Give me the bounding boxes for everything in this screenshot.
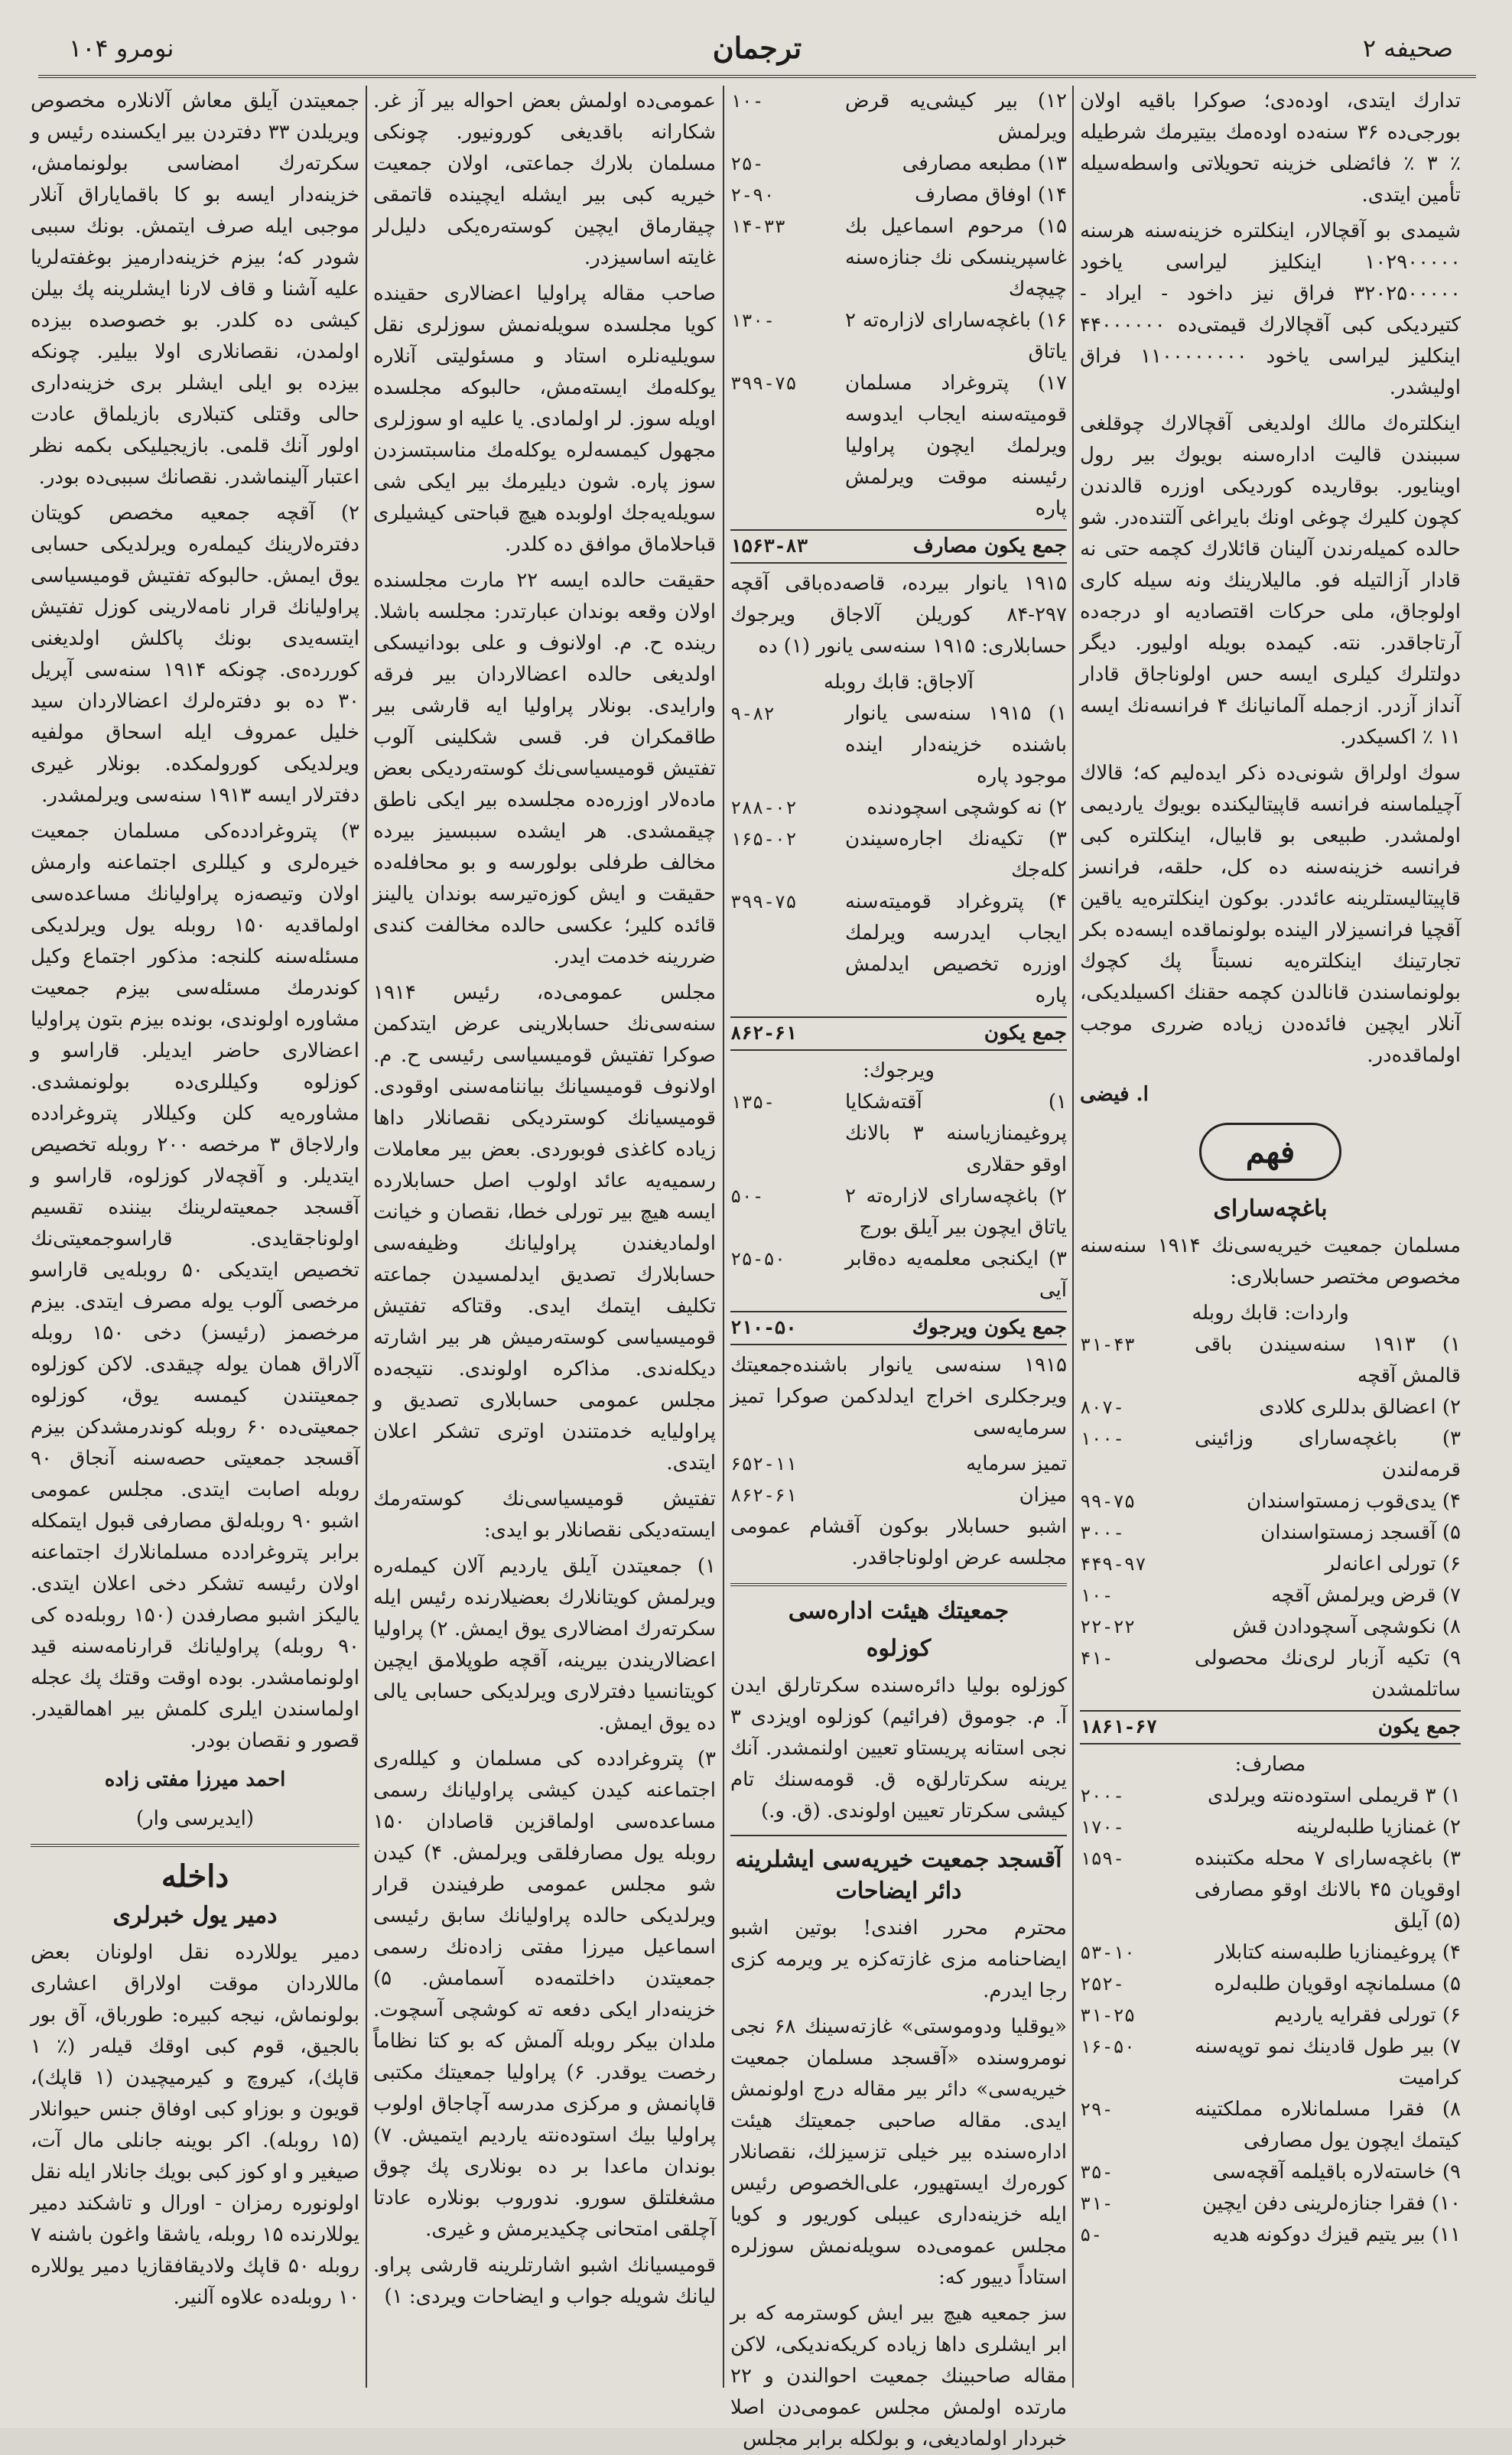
article-signature: احمد میرزا مفتی زاده <box>104 1768 286 1791</box>
row-amount: ۸۶۲-۶۱ <box>730 1484 797 1506</box>
row-amount: ۲۲-۲۲ <box>1080 1616 1136 1637</box>
row-label: ۱) ۱۹۱۳ سنه‌سیندن باقی قالمش آقچه <box>1195 1333 1461 1387</box>
article-paragraph: قومیسیانك اشبو اشارتلرینه قارشی پراو. لیانك شویله جواب و ایضاحات ویردی: ۱) <box>373 2254 716 2308</box>
row-amount: ۱۰- <box>730 90 764 112</box>
signature-note: (ایدیرسی وار) <box>135 1807 255 1830</box>
section-place: باغچه‌سارای <box>1213 1195 1328 1222</box>
ledger-row <box>1080 2157 1461 2188</box>
row-amount: ۱۵۶۳-۸۳ <box>730 535 808 557</box>
row-label: ۹) تكیه آزبار لری‌نك محصولی ساتلمشدن <box>1195 1647 1461 1701</box>
column-1 <box>1080 86 1461 2388</box>
ledger-row <box>730 305 1067 368</box>
expense-total-row <box>730 529 1067 564</box>
row-label: ۴) پروغیمنازیا طلبه‌سنه كتابلار <box>1214 1941 1461 1964</box>
ledger-row <box>1080 1643 1461 1705</box>
row-label: جمع یكون <box>984 1022 1067 1045</box>
ledger-row <box>730 1087 1067 1181</box>
expense-list <box>1080 1780 1461 2251</box>
income-list <box>1080 1329 1461 1705</box>
masthead-title: ترجمان <box>712 31 802 65</box>
article-paragraph: «یوقلیا ودوموستی» غازته‌سینك ۶۸ نجی نومروسنده «آقسجد مسلمان جمعیت خیریه‌سی» دائر بیر مقاله درج اولونمش ایدی. مقاله صاحبی جمعیتك هیئت اداره‌سنده بیر خیلی تزسیزلك، نقصانلار كوره‌رك ایستهیور، علی‌الخصوص رئیس ایله خزینه‌داری عیبلی كوریور و كویا مجلس عمومی‌ده سویله‌نمش سوزلره استاداً دییور كه: <box>730 2015 1067 2289</box>
ledger-row <box>730 368 1067 525</box>
income-heading: واردات: قابك روبله <box>1192 1302 1349 1325</box>
ledger-row <box>730 1181 1067 1244</box>
row-label: ۸) فقرا مسلمانلاره مملكتینه كیتمك ایچون یول مصارفی <box>1195 2098 1461 2152</box>
separator <box>730 1835 1067 1836</box>
ledger-row <box>1080 2094 1461 2157</box>
article-paragraph: دمیر یوللارده نقل اولونان بعض ماللاردان موقت اولاراق اعشاری بولونماش، نیجه كبیره: طورباق، آق بور بالجیق، قوم كبی اوقك قیله‌ر (٪ ۱ قاپك)، كیروچ و كیرمیچیدن (۱ قاپك)، قویون و بوزاو كبی اوفاق جنس حیوانلار (۱۵ روبله). اكر بوینه جانلی مال آت، صیغیر و او كوز كبی بویك جانلار ایله نقل اولونوره رمزان - اورال و تاشكند دمیر یوللارنده ۱۵ روبله، یاشقا واغون باشنه ۷ روبله ۵۰ قاپك ولادیقافقازیا دمیر یوللاره ۱۰ روبله‌ده علاوه آلنیر. <box>31 1941 359 2309</box>
ledger-row <box>1080 1392 1461 1423</box>
article-paragraph: ۳) پتروغرادده‌كی مسلمان جمعیت خیره‌لری و كیللری اجتماعنه وارمش اولان وتیصه‌زه پراولیانك مساعده‌سی اولماقدیه ۱۵۰ روبله یول ویرلدیكی مسئله‌سنه كلنجه: مذكور اجتماع وكیل كوندرمك مسئله‌سی بیزم جمعیت مشاوره اولوندی، بونده بیزم بتون پراولیا اعضالاری حاضر ایدیلر. قاراسو و كوزلوه وكیللری‌ده بولونمشدی. مشاوره‌یه كلن وكیللار پتروغرادده وارلاجاق ۳ مرخصه ۲۰۰ روبله تخصیص ایتدیلر. و آقچه‌لار كوزلوه، قاراسو و آقسجد جمعیته‌لرینك بیننده تقسیم اولوناجقایدی. قاراسوجمعیتی‌نك تخصیص ایتدیكی ۵۰ روبله‌یی قاراسو مرخصی آلوب یوله مصرف ایتدی. بیزم مرخصمز (رئیسز) دخی ۱۵۰ روبله آلاراق همان یوله چیقدی. لاكن كوزلوه جمعیتندن كیمسه یوق، كوزلوه جمعیتی‌ده ۶۰ روبله كوندرمشدكن بیزم آقسجد جمعیتی حصه‌سنه آنجاق ۹۰ روبله اصابت ایتدی. مجلس عمومی اشبو ۹۰ روبله‌لق مصارفی قبول ایتمكله برابر پتروغرادده مسلمانلارك اجتماعنه اولان رئیسه تشكر دخی اعلان ایتدی. یالیكز اشبو مصارفدن (۱۵۰ روبله‌ده كی ۹۰ روبله) پراولیانك قرارنامه‌سنه قید اولونمامشدر. بوده اوقت وقتك پك عجله اولماسندن ایلری كلمش بیر اهمالقیدر. قصور و نقصان بودر. <box>31 820 359 1752</box>
ledger-row <box>1080 2000 1461 2031</box>
ledger-row <box>730 211 1067 305</box>
article-paragraph: مجلس عمومی‌ده، رئیس ۱۹۱۴ سنه‌سی‌نك حسابلارینی عرض ایتدكمن صوكرا تفتیش قومیسیاسی رئیسی ح. م. اولانوف قومیسیانك بیاننامه‌سنی اوقودی. قومیسیانك كوستردیكی نقصانلار داها زیاده كاغذی فوبوردی. بعض بیر معاملات رسمیه‌یه عائد اولوب اصل حسابلارده ایسه هیچ بیر تورلی خطا، نقصان و خیانت اولمادیغندن پراولیانك وظیفه‌سی حسابلارك تصدیق ایدلمسیدن جماعته تكلیف ایتمك ایدی. وقتاكه تفتیش قومیسیاسی كوسته‌رمیش هر بیر اشارته دیكله‌ندی. مذاكره اولوندی. نتیجه‌ده مجلس عمومی حسابلاری تصدیق و پراولیایه خدمتندن اوتری تشكر اعلان ایتدی. <box>373 981 716 1475</box>
row-label: ۲) غمنازیا طلبه‌لرینه <box>1296 1816 1461 1839</box>
article-paragraph: ۱) جمعیتدن آیلق یاردیم آلان كیمله‌ره ویرلمش كویتانلارك بعضیلارنده رئیس ایله سكرته‌رك امضالاری یوق ایمش. ۲) پراولیا اعضالاریندن بیرینه، آقچه طوپلامق ایچین كویتانسیا دفترلاری ویرلدیكی حسابی یالی ده یوق ایمش. <box>373 1555 716 1735</box>
row-amount: ۲۸۸-۰۲ <box>730 797 797 818</box>
row-amount: ۳۹۹-۷۵ <box>730 372 797 394</box>
row-label: ۹) خاسته‌لاره باقیلمه آقچه‌سی <box>1212 2161 1461 2183</box>
row-label: میزان <box>1019 1484 1067 1507</box>
balance-paragraph: ۱۹۱۵ یانوار بیرده، قاصه‌ده‌باقی آقچه ۲۹۷-۸۴ كوریلن آلاجاق ویرجوك حسابلاری: ۱۹۱۵ سنه‌سی یانور (۱) ده <box>730 572 1067 658</box>
row-label: ۷) بیر طول قادینك نمو توپه‌سنه كرامیت <box>1195 2035 1461 2089</box>
board-title: جمعیتك هیئت اداره‌سی <box>788 1598 1010 1624</box>
row-label: ۴) پتروغراد قومیته‌سنه ایجاب ایدرسه ویرلمك اوزره تخصیص ایدلمش پاره <box>845 890 1067 1007</box>
row-amount: ۹۹-۷۵ <box>1080 1491 1136 1512</box>
capital-row <box>730 1449 1067 1480</box>
ledger-row <box>730 886 1067 1012</box>
row-amount: ۲-۹۰ <box>730 184 775 206</box>
article-paragraph: ۱۹۱۵ سنه‌سی یانوار باشنده‌جمعیتك ویرجكلری اخراج ایدلدكمن صوكرا تمیز سرمایه‌سی <box>730 1354 1067 1439</box>
receivable-total-row <box>730 1016 1067 1051</box>
row-label: ۱۴) اوفاق مصارف <box>915 184 1067 206</box>
row-label: ۱۶) باغچه‌سارای لازاره‌ته ۲ یاتاق <box>845 309 1067 363</box>
article-paragraph: ۲) آقچه جمعیه مخصص كویتان دفتره‌لارینك كیمله‌ره ویرلدیكی حسابی یوق ایمش. حالبوكه تفتیش قومیسیاسی پراولیانك قرار نامه‌لارینی كوزل تفتیش ایتسه‌یدی بونك پاكلش اولدیغنی كوررده‌ی. چونكه ۱۹۱۴ سنه‌سی آپریل ۳۰ ده بو دفتره‌لرك اعضالاردان سید خلیل عمروف ایله اسحاق مولفیه ویرلدیكی كورولمكده. بونلار غیری دفترلار ایسه ۱۹۱۳ سنه‌سی ویرلمشدر. <box>31 502 359 807</box>
article-paragraph: ۳) پتروغرادده كی مسلمان و كیلله‌ری اجتماعنه كیدن كیشی پراولیانك رسمی مساعده‌سی اولماقزین قاصادان ۱۵۰ روبله یول مصارفلقی ویرلمش. ۴) كیدن شو مجلس عمومی طرفیندن قرار ویرلدیكی حالده پراولیانك سابق رئیسی اسماعیل میرزا مفتی زاده‌نك رسمی جمعیتدن داخلتمه‌ده آسمامش. ۵) خزینه‌دار ایكی دفعه ته كوشچی آسچوت. ملدان بیكر روبله آلمش كه بو كتا نظاماً رخصت یوقدر. ۶) پراولیا جمعیتك مكتبی قاپانمش و مركزی مدرسه آچاجاق اولوب پراولیا بیك استوده‌نته یاردیم ایتمیش. ۷) بوندان ماعدا بر ده بونلاری پك چوق مشغلتلق سورو. ندوروب بونلاره عادتا آچلقی امتحانی چكیدیرمش و غیری. <box>373 1748 716 2241</box>
row-label: ۳) باغچه‌سارای وزائینی قرمه‌لندن <box>1195 1427 1461 1481</box>
row-amount: ۳۹۹-۷۵ <box>730 891 797 912</box>
row-amount: ۴۴۹-۹۷ <box>1080 1553 1146 1575</box>
ledger-row <box>730 698 1067 792</box>
row-label: ۱) ۱۹۱۵ سنه‌سی یانوار باشنده خزینه‌دار اینده موجود پاره <box>845 702 1067 788</box>
article-paragraph: اینكلتره‌ك مالك اولدیغی آقچالارك چوقلغی سببندن قالیت اداره‌سنه بویوك بیر رول اوینایور. بوقاریده كوردیكی اوزره قالدندن كچون كلیرك چوغی اونك بایراغی آلتنده‌در. شو حالده كمیله‌رندن آلینان قائلارك كچمه حتی نه قادار آزالتیله‌ فو. مالیلارینك ونه سیله كاری اولوجاق، ملی حركات اقتصادیه او درجه‌ده آرتاجاقدر. نته. كیمده بویله اولیور. دیگر دولتلرك كیلری ایسه حس اولوناجاق قادار آنداز آزدر. ازجمله آلمانیانك ۴ فرانسه‌نك ایسه ۱۱ ٪ اكسیكدر. <box>1080 412 1461 749</box>
row-amount: ۱۶-۵۰ <box>1080 2036 1136 2057</box>
column-divider <box>723 86 724 2388</box>
ledger-row <box>1080 1969 1461 2000</box>
row-label: ۱۷) پتروغراد مسلمان قومیته‌سنه ایجاب ایدوسه ویرلمك ایچون پراولیا رئیسنه موقت ویرلمش پاره <box>845 372 1067 520</box>
article-paragraph: صاحب مقاله پراولیا اعضالاری حقینده كویا مجلسده سویله‌نمش سوزلری نقل سویلیه‌نلره استاد و مسئولیتی آنلاره یوكله‌مك ایسته‌مش، حالبوكه مجلسده اویله سوز. لر اولمادی. یا علیه او سوزلری مجهول كیمسه‌لره یوكله‌مك مناسبتسزدن سوز پاره. شون دیلیرمك بیر ایكی شی سویله‌یه‌جك اولوبده هیچ قباحتی كیشیلری قباحلاماق موافق ده كلدر. <box>373 282 716 556</box>
row-amount: ۹-۸۲ <box>730 703 775 724</box>
income-total-row <box>1080 1710 1461 1745</box>
article-paragraph: جمعیتدن آیلق معاش آلانلاره مخصوص ویریلدن ۳۳ دفتردن بیر ایكسنده رئیس و سكرته‌رك امضاسی بولونمامش، خزینه‌دار ایسه بو كا باقمایاراق آنلار موجبی ایله صرف ایتمش. بونك سببی شودر كه؛ بیزم خزینه‌دارمیز بوغفته‌لریا علیه آشنا و قاف لارنا ایشلرینه پك بیلن كیشی ده كلدر. بو خصوصده بیزده اولمدن، نقصانلاری اولا بیلیر. چونكه بیزده بو ایلی ایشلر بری خزینه‌داری حالی وقتلی كتبلاری بازیلماق عادت اولور آنك قلمی. بازیجیلیكی بكمه نظر اعتبار آلینماشدر. نقصانك سببی‌ده بو‌در. <box>31 89 359 489</box>
row-label: ۸) نكوشچی آسچودادن قش <box>1232 1615 1461 1638</box>
ledger-row <box>1080 1812 1461 1843</box>
article-paragraph: سز جمعیه هیچ بیر ایش كوسترمه كه بر ابر ایشلری داها زیاده كریكه‌ندیكی، لاكن مقاله صاحبینك جمعیت احوالندن و ۲۲ مارتده اولمش مجلس عمومی‌دن اصلا خبردار اولمادیغی، و بولكله برابر مجلس <box>730 2302 1067 2450</box>
ledger-row <box>1080 1423 1461 1486</box>
row-amount: ۴۱- <box>1080 1647 1114 1669</box>
row-amount: ۵۰- <box>730 1185 764 1207</box>
ledger-row <box>1080 1843 1461 1937</box>
row-amount: ۲۵- <box>730 153 764 174</box>
column-divider <box>1072 86 1074 2388</box>
row-label: ۶) تورلی اعانه‌لر <box>1325 1553 1461 1575</box>
column-2 <box>730 86 1067 2450</box>
board-place: كوزلوه <box>866 1635 932 1662</box>
row-amount: ۸۰۷- <box>1080 1397 1124 1418</box>
row-label: ۱۳) مطبعه مصارفی <box>902 152 1067 175</box>
balance-row <box>730 1480 1067 1511</box>
article-paragraph: محترم محرر افندی! بوتین اشبو ایضاحنامه مزی غازته‌كزه یر ویرمه كزی رجا ایدرم. <box>730 1917 1067 2002</box>
payable-heading: ویرجوك: <box>863 1059 935 1082</box>
row-label: ۷) قرض ویرلمش آقچه <box>1271 1584 1461 1607</box>
row-label: ۳) تكیه‌نك اجاره‌سیندن كله‌جك <box>845 828 1067 882</box>
article-paragraph: كوزلوه بولیا دائره‌سنده سكرتارلق ایدن آ. م. جوموق (فرائیم) كوزلوه اویزدی ۳ نجی استانه پریستاو تعیین اولنمشدر. آنك یرینه سكرتارلق‌ه ق. قومه‌سنك تام كیشی سكرتار تعیین اولوندی. (ق. و.) <box>730 1674 1067 1823</box>
expense-list-cont <box>730 86 1067 525</box>
row-amount: ۲۱۰-۵۰ <box>730 1317 797 1338</box>
row-label: ۶) تورلی فقرایه یاردیم <box>1274 2004 1461 2027</box>
payable-total-row <box>730 1311 1067 1345</box>
row-amount: ۳۱-۲۵ <box>1080 2005 1136 2026</box>
row-label: ۲) باغچه‌سارای لازاره‌ته ۲ یاتاق ایچون بیر آیلق بورج <box>845 1185 1067 1239</box>
row-label: ۵) آقسجد زمستواسندان <box>1260 1521 1461 1544</box>
section-title: داخله <box>161 1858 229 1894</box>
row-label: جمع یكون مصارف <box>912 535 1067 558</box>
row-amount: ۳۵- <box>1080 2161 1114 2183</box>
row-label: ۱) آقته‌شكایا پروغیمنازیاسنه ۳ بالانك اوقو حقلاری <box>845 1091 1067 1176</box>
ledger-row <box>730 148 1067 180</box>
article-paragraph: شیمدی بو آقچالار، اینكلتره‌ خزینه‌سنه هرسنه ۱۰۲۹۰۰۰۰۰ اینكلیز لیراسی یاخود ۳۲۰۲۵۰۰۰۰۰ فراق نیز داخود - ایراد - كتیردیكی كبی آقچالارك قیمتی‌ده ۴۴۰۰۰۰۰۰ اینكلیز لیراسی یاخود ۱۱۰۰۰۰۰۰۰۰ فراق اولیشدر. <box>1080 219 1461 399</box>
row-label: ۴) یدی‌قوب زمستواسندان <box>1247 1490 1461 1513</box>
payable-list <box>730 1087 1067 1306</box>
row-amount: ۳۱-۴۳ <box>1080 1334 1136 1355</box>
row-amount: ۱۳۵- <box>730 1091 775 1113</box>
column-divider <box>366 86 367 2388</box>
receivable-list <box>730 698 1067 1012</box>
issue-number: نومرو ۱۰۴ <box>69 34 174 63</box>
ledger-row <box>730 1244 1067 1306</box>
row-amount: ۱۸۶۱-۶۷ <box>1080 1716 1158 1738</box>
row-amount: ۱۶۵-۰۲ <box>730 828 797 850</box>
row-amount: ۱۳۰- <box>730 310 775 331</box>
separator <box>31 1844 359 1847</box>
section-logo: فهم <box>1199 1123 1341 1181</box>
ledger-row <box>1080 1580 1461 1611</box>
row-amount: ۱۴-۳۳ <box>730 216 786 237</box>
ledger-row <box>1080 1486 1461 1517</box>
article-signature: ا. فیضی <box>1080 1083 1149 1106</box>
row-amount: ۶۵۲-۱۱ <box>730 1453 797 1475</box>
row-amount: ۲۵۲- <box>1080 1973 1124 1995</box>
row-amount: ۱۰۰- <box>1080 1428 1124 1449</box>
ledger-row <box>1080 2031 1461 2094</box>
row-amount: ۲۹- <box>1080 2099 1114 2120</box>
ledger-row <box>1080 1937 1461 1969</box>
page-header <box>38 29 1476 78</box>
ledger-row <box>730 824 1067 886</box>
ledger-row <box>1080 1611 1461 1643</box>
row-label: ۱۲) بیر كیشی‌یه قرض ویرلمش <box>845 89 1067 144</box>
section-subtitle: دمیر یول خبرلری <box>112 1902 278 1929</box>
row-amount: ۳۱- <box>1080 2193 1114 2214</box>
row-amount: ۸۶۲-۶۱ <box>730 1023 797 1044</box>
row-label: ۳) باغچه‌سارای ۷ محله مكتبنده اوقویان ۴۵ بالانك اوقو مصارفی (۵) آیلق <box>1195 1847 1462 1933</box>
row-amount: ۲۵-۵۰ <box>730 1248 786 1270</box>
row-label: ۲) نه كوشچی اسچودنده <box>867 796 1067 819</box>
article-paragraph: سوك اولراق شونی‌ده ذكر ایده‌لیم كه؛ قالاك آچیلماسنه فرانسه قاپیتالیكنده بویوك یاردیمی اولمشدر. طبیعی بو قابیال، اینكلتره‌ كبی فرانسه خزینه‌سنه ده كل، حلقه، فرانسز قاپیتالیستلرینه عائددر. بو‌كون اینكلتره‌یه یاقین آقچیا فرانسیزلار الینده بولونماقده ایسه‌ده بكر تجارتینك اینكلتره‌یه نسبتاً پك كچوك بولونماسندن قانالدن كچمه حقنك اكسیلدیكی، آنلار ایچین فائده‌دن زیاده ضرری موجب اولماقده‌در. <box>1080 762 1461 1067</box>
row-label: ۱۱) بیر یتیم قیزك دوكونه هدیه <box>1212 2223 1461 2246</box>
row-amount: ۲۰۰- <box>1080 1785 1124 1806</box>
article-paragraph: تفتیش قومیسیاسی‌نك كوسته‌رمك ایسته‌دیكی نقصانلار بو ایدی: <box>373 1488 716 1542</box>
ledger-row <box>730 792 1067 824</box>
report-intro: مسلمان جمعیت خیریه‌سی‌نك ۱۹۱۴ سنه‌سنه مخصوص مختصر حسابلاری: <box>1080 1234 1462 1289</box>
row-label: ۵) مسلمانچه اوقویان طلبه‌لره <box>1214 1972 1461 1995</box>
ledger-row <box>1080 1517 1461 1549</box>
ledger-row <box>1080 1329 1461 1392</box>
row-amount: ۵۳-۱۰ <box>1080 1942 1136 1963</box>
expense-heading: مصارف: <box>1234 1753 1306 1776</box>
separator <box>730 1583 1067 1586</box>
row-amount: ۱۷۰- <box>1080 1816 1124 1838</box>
row-label: جمع یكون ویرجوك <box>912 1316 1067 1339</box>
ledger-row <box>1080 2188 1461 2219</box>
ledger-row <box>1080 1549 1461 1580</box>
row-label: تمیز سرمایه <box>966 1452 1067 1475</box>
row-label: جمع یكون <box>1377 1715 1461 1738</box>
row-label: ۱۰) فقرا جنازه‌لرینی دفن ایچین <box>1201 2192 1461 2215</box>
article-paragraph: عمومی‌ده اولمش بعض احواله بیر آز غر. شكارانه باقدیغی كورونیور. چونكی مسلمان بلارك جماعتی، اولان جمعیت خیریه كبی بیر ایشله ایچینده قاتمقی چیقارماق ایچین كوسته‌ره‌یكی دلیل‌لر غایته اساسیزدر. <box>373 89 716 269</box>
row-amount: ۱۵۹- <box>1080 1848 1124 1869</box>
row-label: ۳) ایكنجی معلمه‌یه ده‌قابر آیی <box>845 1247 1067 1302</box>
page-number-label: صحیفه ۲ <box>1362 34 1453 63</box>
column-4 <box>31 86 359 2388</box>
row-label: ۱) ۳ قریملی استوده‌نته ویرلدی <box>1207 1784 1461 1807</box>
receivable-heading: آلاجاق: قابك روبله <box>824 671 974 694</box>
row-amount: ۳۰۰- <box>1080 1522 1124 1543</box>
article-paragraph: حقیقت حالده ایسه ۲۲ مارت مجلسنده اولان وقعه بوندان عبارتدر: مجلسه باشلا. رینده ح. م. اولانوف و علی بودانیسكی اولدیغی حالده اعضالاردان بیر فرقه وارایدی. بونلار پراولیا ایه قارشی بیر طاقمکران فر. قسی شكلینی آلوب تفتیش قومیسیاسی‌نك كوسته‌ردیكی بعض ماده‌لار اوزره‌ده مجلسده بیر ایكی ناطق چیقمشدی. هر ایشده سببسیز بیرده مخالف طرفلی بولورسه و بو محافله‌ده حقیقت و ایش كوزه‌تیرسه بوندان یالینز قائده كلیر؛ عكسی حالده مخالفت كندی ضررینه خدمت ایدر. <box>373 569 716 968</box>
clarification-title: آقسجد جمعیت خیریه‌سی ایشلرینه دائر ایضاحات <box>735 1846 1062 1904</box>
ledger-row <box>730 86 1067 148</box>
row-amount: ۵- <box>1080 2224 1102 2245</box>
column-3 <box>373 86 716 2388</box>
row-amount: ۱۰- <box>1080 1585 1114 1606</box>
ledger-row <box>730 180 1067 211</box>
row-label: ۱۵) مرحوم اسماعیل بك غاسپرینسكی نك جنازه‌سنه چیچه‌ك <box>845 215 1067 301</box>
article-paragraph: تدارك ایتدی، اوده‌دی؛ صوكرا باقیه اولان بورجی‌ده ۳۶ سنه‌ده اوده‌مك بیتیرمك شرطیله ٪ ۳ ٪ فائضلی خزینه تحویلاتی واسطه‌سیله تأمین ایتدی. <box>1080 89 1462 206</box>
row-label: ۲) اعضالق بدللری كلادی <box>1259 1396 1461 1419</box>
article-paragraph: اشبو حسابلار بوكون آقشام عمومی مجلسه عرض اولوناجاقدر. <box>730 1515 1067 1569</box>
ledger-row <box>1080 1780 1461 1812</box>
ledger-row <box>1080 2219 1461 2251</box>
